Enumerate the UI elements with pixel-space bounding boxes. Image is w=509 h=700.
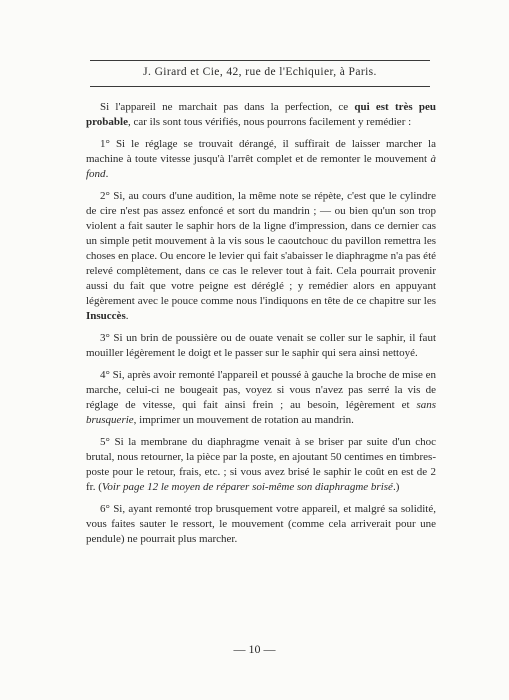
text-span: 1° Si le réglage se trouvait dérangé, il suffirait de laisser marcher la machine à toute vitesse jusqu'à l'arrêt complet et de remonter le mouvement [86,138,436,165]
text-span-italic: sans brusquerie [86,399,436,426]
paragraph-item-6 [86,502,436,547]
paragraph-intro [86,100,436,130]
paragraph-item-2 [86,189,436,324]
running-header: J. Girard et Cie, 42, rue de l'Echiquier, à Paris. [143,66,377,78]
text-span: . [125,310,129,322]
text-span: , imprimer un mouvement de rotation au mandrin. [133,414,354,426]
text-span: 2° Si, au cours d'une audition, la même note se répète, c'est que le cylindre de cire n'est pas assez enfoncé et sort du mandrin ; — ou bien qu'un son trop violent a fait sauter le saphir hors de la ligne d'impression, dans ce dernier cas un simple petit mouvement à la vis sous le caoutchouc du pavillon remettra les choses en place. Ou encore le levier qui fait s'abaisser le diaphragme n'a pas été relevé complètement, dans ce cas le relever tout à fait. Cela pourrait provenir aussi du fait que votre peigne est déréglé ; y remédier alors en appuyant légèrement avec le pouce comme nous l'indiquons en tête de ce chapitre sur les [86,190,437,307]
paragraph-item-4 [86,368,436,428]
header-bottom-rule [90,86,430,87]
text-span-bold: Insuccès [86,310,126,322]
text-span: Si l'appareil ne marchait pas dans la perfection, ce [100,101,355,113]
page-number: — 10 — [233,642,276,656]
text-span-bold: qui est très peu probable [86,101,436,128]
header-top-rule [90,60,430,61]
text-span: 3° Si un brin de poussière ou de ouate venait se coller sur le saphir, il faut mouiller légèrement le doigt et le passer sur le saphir qui sera ainsi nettoyé. [86,332,436,359]
body-text [86,100,436,554]
paragraph-item-1 [86,137,436,182]
text-span: , car ils sont tous vérifiés, nous pourrons facilement y remédier : [127,116,412,128]
text-span: .) [392,481,400,493]
paragraph-item-5 [86,435,436,495]
text-span: 6° Si, ayant remonté trop brusquement votre appareil, et malgré sa solidité, vous faites sauter le ressort, le mouvement (comme cela arriverait pour une pendule) ne pourrait plus marcher. [86,503,436,545]
text-span: . [105,168,109,180]
text-span-italic: à fond [86,153,436,180]
paragraph-item-3 [86,331,436,361]
text-span-italic: Voir page 12 le moyen de réparer soi-même son diaphragme brisé [101,481,393,493]
text-span: 5° Si la membrane du diaphragme venait à se briser par suite d'un choc brutal, nous retourner, la pièce par la poste, en ajoutant 50 centimes en timbres-poste pour le retour, frais, etc. ; si vous avez brisé le saphir le coût en est de 2 fr. ( [86,436,436,493]
text-span: 4° Si, après avoir remonté l'appareil et poussé à gauche la broche de mise en marche, celui-ci ne bougeait pas, voyez si vous n'avez pas serré la vis de réglage de vitesse, qui fait ainsi frein ; au besoin, légèrement et [86,369,436,411]
